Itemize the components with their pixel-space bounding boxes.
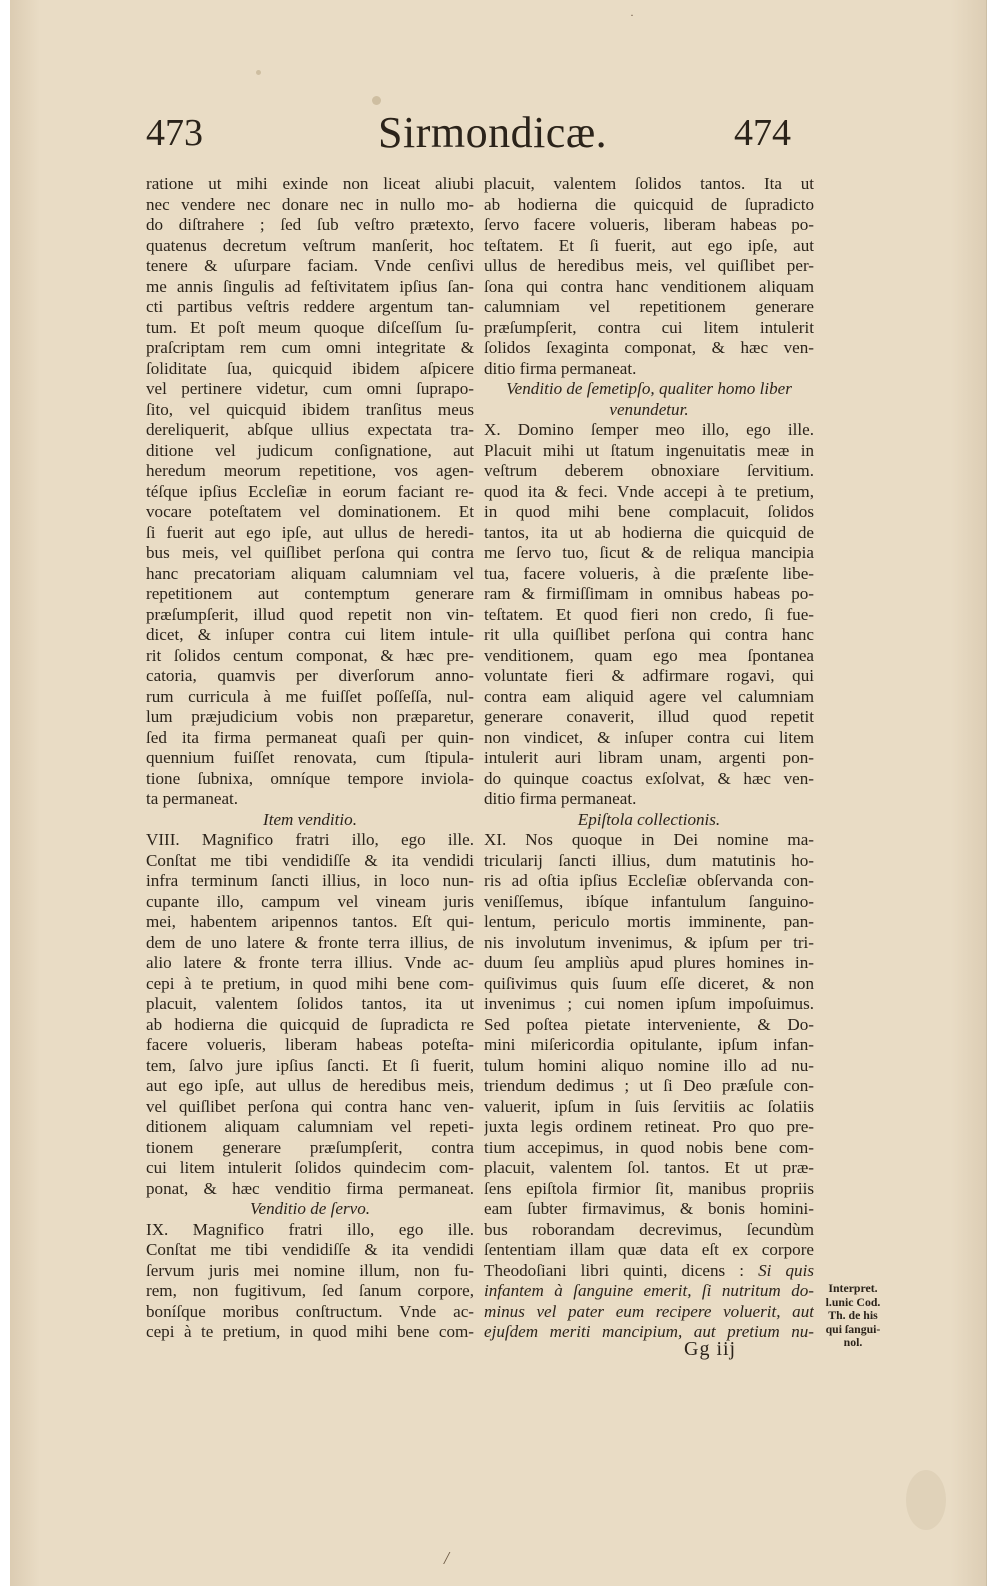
text-line: tium accepimus, in quod nobis bene com- <box>484 1137 814 1157</box>
margin-note-line: l.unic Cod. <box>825 1294 881 1309</box>
text-line: dereliquerit, abſque ullius expectata tra- <box>146 420 474 439</box>
text-line: teſtatem. Et quod fieri non credo, ſi fue- <box>484 604 814 624</box>
text-line: ſententiam illam quæ data eſt ex corpore <box>484 1240 814 1259</box>
text-line: alio latere & fronte terra illius. Vnde ac- <box>146 953 474 972</box>
text-line: ſolidos ſexaginta componat, & hæc ven- <box>484 338 814 357</box>
margin-note-line: qui ſangui- <box>825 1321 881 1336</box>
text-line: placuit, valentem ſol. tantos. Et ut præ- <box>484 1158 814 1177</box>
text-line: dicet, & inſuper contra cui litem intule- <box>146 625 474 644</box>
text-line: praſcriptam rem cum omni integritate & <box>146 338 474 357</box>
text-line: aut ego ipſe, aut ullus de heredibus meis, <box>146 1076 474 1095</box>
section-heading: Venditio de ſervo. <box>249 1199 371 1218</box>
text-line: cupante illo, campum vel vineam juris <box>146 891 474 911</box>
text-line: quiſivimus quis ſuum eſſe diceret, & non <box>484 973 814 993</box>
text-line: tua, facere volueris, à die præſente libe- <box>484 563 814 583</box>
text-line: do quinque coactus exſolvat, & hæc ven- <box>484 768 814 788</box>
text-line: tionem generare præſumpſerit, contra <box>146 1137 474 1157</box>
text-line: teſtatem. Et ſi fuerit, aut ego ipſe, aut <box>484 235 814 255</box>
text-line: veniſſemus, ibíque infantulum ſanguino- <box>484 891 814 911</box>
text-line: me ſervo tuo, ſicut & de reliqua mancipia <box>484 543 814 562</box>
text-line: heredum meorum repetitione, vos agen- <box>146 461 474 480</box>
text-line: XI. Nos quoque in Dei nomine ma- <box>484 830 814 849</box>
text-line: ejuſdem meriti mancipium, aut pretium nu- <box>484 1322 814 1341</box>
text-line: placuit, valentem ſolidos tantos. Ita ut <box>484 174 814 193</box>
text-line: veſtrum deberem obnoxiare ſervitium. <box>484 461 814 480</box>
text-line: IX. Magnifico fratri illo, ego ille. <box>146 1219 474 1239</box>
text-line: cti partibus veſtris reddere argentum tan- <box>146 297 474 316</box>
margin-note-line: Interpret. <box>828 1281 878 1295</box>
text-line: Conſtat me tibi vendidiſſe & ita vendidi <box>146 1240 474 1259</box>
text-line: quatenus decretum veſtrum manſerit, hoc <box>146 235 474 255</box>
text-line: præſumpſerit, illud quod repetit non vin- <box>146 604 474 624</box>
section-heading: Item venditio. <box>263 809 357 829</box>
paper-stain <box>906 1470 946 1530</box>
text-line: præſumpſerit, contra cui litem intulerit <box>484 317 814 337</box>
ink-speck: / <box>444 1548 450 1568</box>
text-line: infra terminum ſancti illius, in loco nun- <box>146 871 474 890</box>
text-line: invenimus ; cui nomen ipſum impoſuimus. <box>484 994 814 1013</box>
text-line: Placuit mihi ut ſtatum ingenuitatis meæ in <box>484 440 814 460</box>
text-line: tem, ſalvo jure ipſius ſancti. Et ſi fuerit, <box>146 1055 474 1075</box>
text-line: vel quiſlibet perſona qui contra hanc ven- <box>146 1096 474 1116</box>
text-line: duum ſeu ampliùs apud plures homines in- <box>484 953 814 972</box>
text-line: boníſque moribus conſtructum. Vnde ac- <box>146 1301 474 1321</box>
text-line: infantem à ſanguine emerit, ſi nutritum do- <box>484 1281 814 1300</box>
text-line: do diſtrahere ; ſed ſub veſtro prætexto, <box>146 215 474 234</box>
text-line: Theodoſiani libri quinti, dicens : Si quis <box>484 1260 814 1280</box>
text-line: tricularij ſancti illius, dum matutinis ho- <box>484 850 814 870</box>
right-text-column <box>484 174 814 1343</box>
text-line: mini miſericordia opitulante, ipſum infan- <box>484 1035 814 1054</box>
text-line: dem de uno latere & fronte terra illius, de <box>146 932 474 952</box>
text-line: Sed poſtea pietate interveniente, & Do- <box>484 1014 814 1034</box>
text-line: venditionem, quam ego mea ſpontanea <box>484 645 814 665</box>
text-line: tum. Et poſt meum quoque diſceſſum ſu- <box>146 317 474 337</box>
text-line: ſoliditate ſua, quicquid ibidem aſpicere <box>146 358 474 378</box>
paper-stain <box>372 96 381 105</box>
text-line: ſed ita firma permaneat quaſi per quin- <box>146 727 474 747</box>
signature-mark: Gg iij <box>684 1338 737 1360</box>
text-line: lentum, periculo mortis imminente, pan- <box>484 912 814 931</box>
text-line: intulerit auri libram unam, argenti pon- <box>484 748 814 767</box>
text-line: VIII. Magnifico fratri illo, ego ille. <box>146 830 474 849</box>
text-line: quod ita & feci. Vnde accepi à te pretium, <box>484 481 814 501</box>
text-line: ſervum juris mei nomine illum, non fu- <box>146 1260 474 1280</box>
section-heading: Epiſtola collectionis. <box>577 809 721 829</box>
text-line: placuit, valentem ſolidos tantos, ita ut <box>146 994 474 1013</box>
text-line: cui litem intulerit ſolidos quindecim com- <box>146 1158 474 1177</box>
running-title: Sirmondicæ. <box>378 108 608 157</box>
text-line: calumniam vel repetitionem generare <box>484 297 814 316</box>
text-line: ta permaneat. <box>146 789 239 808</box>
text-line: ſi fuerit aut ego ipſe, aut ullus de heredi- <box>146 522 474 542</box>
text-line: tulum homini aliquo nomine illo ad nu- <box>484 1055 814 1075</box>
text-line: triendum dedimus ; ut ſi Deo præſule con- <box>484 1076 814 1095</box>
text-line: in quod mihi bene complacuit, ſolidos <box>484 502 814 521</box>
text-line: tenere & uſurpare faciam. Vnde cenſivi <box>146 256 474 275</box>
text-line: ab hodierna die quicquid de ſupradicta re <box>146 1014 474 1034</box>
text-line: cepi à te pretium, in quod mihi bene com- <box>146 973 474 993</box>
margin-note <box>818 1282 888 1350</box>
text-line: ſona qui contra hanc venditionem aliquam <box>484 276 814 296</box>
text-line: bus meis, vel quiſlibet perſona qui contra <box>146 543 474 562</box>
text-line: Conſtat me tibi vendidiſſe & ita vendidi <box>146 850 474 870</box>
text-line: rit ſolidos centum componat, & hæc pre- <box>146 645 474 665</box>
text-line: non vindicet, & inſuper contra cui litem <box>484 727 814 747</box>
text-line: ratione ut mihi exinde non liceat aliubi <box>146 174 474 193</box>
text-line: contra eam aliquid agere vel calumniam <box>484 686 814 706</box>
text-line: minus vel pater eum recipere voluerit, aut <box>484 1301 814 1321</box>
text-line: nis involutum invenimus, & ipſum per tri- <box>484 932 814 952</box>
text-line: ab hodierna die quicquid de ſupradicto <box>484 194 814 214</box>
text-line: ſito, vel quicquid ibidem tranſitus meus <box>146 399 474 419</box>
paper-stain <box>256 70 261 75</box>
text-line: voluntate fieri & adfirmare rogavi, qui <box>484 666 814 685</box>
text-line: quennium fuiſſet renovata, cum ſtipula- <box>146 748 474 767</box>
book-page <box>10 0 986 1586</box>
text-line: lum præjudicium vobis non præparetur, <box>146 707 474 726</box>
text-line: mei, habentem aripennos tantos. Eſt qui- <box>146 912 474 931</box>
text-line: X. Domino ſemper meo illo, ego ille. <box>484 420 814 439</box>
margin-note-line: nol. <box>843 1335 863 1349</box>
text-line: nec vendere nec donare nec in nullo mo- <box>146 194 474 214</box>
text-line: ram & firmiſſimam in omnibus habeas po- <box>484 584 814 603</box>
text-line: tantos, ita ut ab hodierna die quicquid de <box>484 522 814 542</box>
text-line: vocare poteſtatem vel dominationem. Et <box>146 502 474 521</box>
text-line: rum curricula à me fuiſſet poſſeſſa, nul- <box>146 686 474 706</box>
text-line: valuerit, ipſum in ſuis ſervitiis ac ſolatiis <box>484 1096 814 1116</box>
text-line: ditionem aliquam calumniam vel repeti- <box>146 1117 474 1136</box>
text-line: rem, non fugitivum, ſed ſanum corpore, <box>146 1281 474 1300</box>
text-line: ris ad oſtia ipſius Eccleſiæ obſervanda con- <box>484 871 814 890</box>
text-line: tione ſubnixa, omníque tempore inviola- <box>146 768 474 788</box>
text-line: téſque ipſius Eccleſiæ in eorum faciant re- <box>146 481 474 501</box>
section-heading: Venditio de ſemetipſo, qualiter homo liber <box>506 379 792 398</box>
text-line: bus roborandam decrevimus, ſecundùm <box>484 1219 814 1239</box>
text-line: ponat, & hæc venditio firma permaneat. <box>146 1178 474 1198</box>
text-line: ditione vel judicum conſignatione, aut <box>146 440 474 460</box>
text-line: ditio firma permaneat. <box>484 358 637 378</box>
text-line: generare conaverit, illud quod repetit <box>484 707 814 726</box>
text-line: facere volueris, liberam habeas poteſta- <box>146 1035 474 1054</box>
text-line: cepi à te pretium, in quod mihi bene com- <box>146 1322 474 1341</box>
left-text-column <box>146 174 474 1343</box>
text-line: ſervo facere volueris, liberam habeas po- <box>484 215 814 234</box>
text-line: vel pertinere videtur, cum omni ſuprapo- <box>146 379 474 398</box>
text-line: ſens epiſtola firmior ſit, manibus propriis <box>484 1178 814 1198</box>
page-number-left: 473 <box>146 112 203 154</box>
text-line: me annis ſingulis ad feſtivitatem ipſius ſan- <box>146 276 474 296</box>
text-line: eam ſubter firmavimus, & bonis homini- <box>484 1199 814 1218</box>
text-line: rit ulla quiſlibet perſona qui contra hanc <box>484 625 814 644</box>
text-line: ditio firma permaneat. <box>484 789 637 808</box>
text-line: repetitionem aut contemptum generare <box>146 584 474 603</box>
page-number-right: 474 <box>734 112 791 154</box>
text-line: ullus de heredibus meis, vel quiſlibet per- <box>484 256 814 275</box>
margin-note-line: Th. de his <box>828 1308 878 1322</box>
text-line: hanc precatoriam aliquam calumniam vel <box>146 563 474 583</box>
text-line: juxta legis ordinem retineat. Pro quo pre- <box>484 1117 814 1136</box>
section-heading: venundetur. <box>609 399 689 419</box>
text-line: catoria, quamvis per diverſorum anno- <box>146 666 474 685</box>
ink-speck: · <box>630 8 634 22</box>
